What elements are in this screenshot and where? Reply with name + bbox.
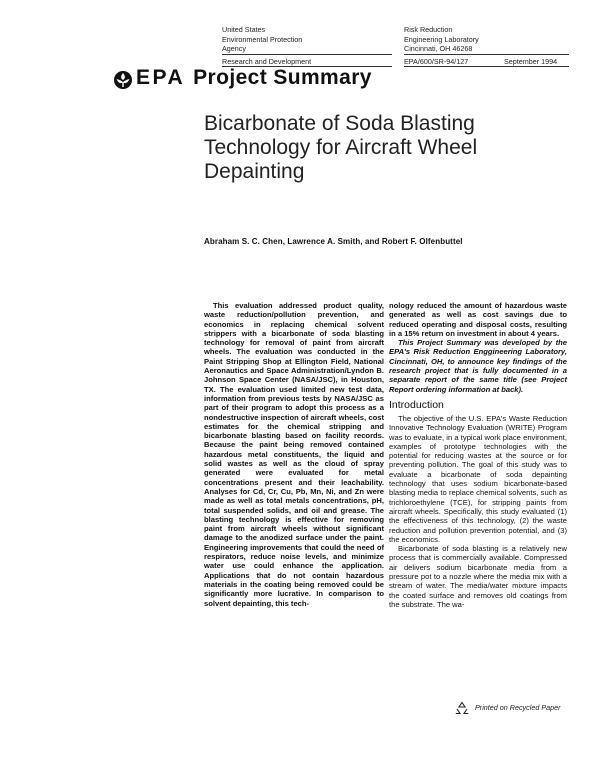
body-column <box>389 301 567 609</box>
division-label: Research and Development <box>222 57 312 66</box>
header-rule <box>404 54 569 55</box>
summary-note: This Project Summary was developed by the EPA's Risk Reduction Enggineering Laboratory, Cincinnati, OH, to announce key findings of the research project that is fully documented in a separate report of the same title (see Project Report ordering information at back). <box>389 338 567 394</box>
title-line: Depainting <box>204 160 305 183</box>
abstract-continuation: nology reduced the amount of hazardous waste generated as well as cost savings due to reduced operating and disposal costs, resulting in a 15% return on investment in about 4 years. <box>389 301 567 338</box>
agency-block <box>222 25 302 54</box>
introduction-paragraph: The objective of the U.S. EPA's Waste Reduction Innovative Technology Evaluation (WRITE) Program was to evaluate, in a typical work place environment, examples of prototype technologies with the potential for reducing wastes at the source or for preventing pollution. The goal of this study was to evaluate a bicarbonate of soda depainting technology that uses sodium bicarbonate-based blasting media to replace chemical solvents, such as trichloroethylene (TCE), for stripping paints from aircraft wheels. Specifically, this study evaluated (1) the effectiveness of this technology, (2) the waste reduction and pollution prevention potential, and (3) the economics. <box>389 413 567 544</box>
office-line: Risk Reduction <box>404 25 453 34</box>
office-block <box>404 25 479 54</box>
agency-line: Agency <box>222 44 246 54</box>
agency-line: United States <box>222 25 266 34</box>
report-date: September 1994 <box>504 57 558 66</box>
title-line: Technology for Aircraft Wheel <box>204 136 478 159</box>
epa-wordmark: EPA <box>136 66 186 89</box>
recycled-text: Printed on Recycled Paper <box>475 703 561 712</box>
header-rule <box>222 54 392 55</box>
section-heading-introduction: Introduction <box>389 398 444 411</box>
office-line: Cincinnati, OH 46268 <box>404 44 473 54</box>
title-line: Bicarbonate of Soda Blasting <box>204 112 475 135</box>
authors-line: Abraham S. C. Chen, Lawrence A. Smith, and Robert F. Olfenbuttel <box>204 237 463 246</box>
recycle-icon <box>455 701 469 715</box>
abstract-paragraph: This evaluation addressed product quality, waste reduction/pollution prevention, and economics in replacing chemical solvent strippers with a bicarbonate of soda blasting technology for removal of paint from aircraft wheels. The evaluation was conducted in the Paint Stripping Shop at Ellington Field, National Aeronautics and Space Administration/Lyndon B. Johnson Space Center (NASA/JSC), in Houston, TX. The evaluation used limited new test data, information from previous tests by NASA/JSC as part of their program to adopt this process as a nondestructive inspection of aircraft wheels, cost estimates for the chemical stripping and bicarbonate blasting based on facility records. Because the paint being removed contained hazardous metal constituents, the liquid and solid wastes as well as the cloud of spray generated were evaluated for metal concentrations present and their leachability. Analyses for Cd, Cr, Cu, Pb, Mn, Ni, and Zn were made as well as total metals concentrations, pH, total suspended solids, and oil and grease. The blasting technology is effective for removing paint from aircraft wheels without significant damage to the anodized surface under the paint. Engineering improvements that could the need of respirators, reduce noise levels, and minimize water use could enhance the application. Applications that do not contain hazardous materials in the coating being removed could be significantly more lucrative. In comparison to solvent depainting, this tech- <box>204 301 384 608</box>
series-title: Project Summary <box>193 66 372 89</box>
report-number: EPA/600/SR-94/127 <box>404 57 469 66</box>
document-title <box>204 112 564 184</box>
header-rule <box>404 66 569 67</box>
abstract-column <box>204 301 384 608</box>
agency-line: Environmental Protection <box>222 34 303 44</box>
project-summary-heading <box>136 66 372 90</box>
office-line: Engineering Laboratory <box>404 34 479 44</box>
epa-flower-logo-icon <box>113 70 133 90</box>
recycled-paper-note <box>455 701 575 715</box>
introduction-paragraph: Bicarbonate of soda blasting is a relatively new process that is commercially available. Compressed air delivers sodium bicarbonate media from a pressure pot to a nozzle where the media mix with a stream of water. The media/water mixture impacts the coated surface and removes old coatings from the substrate. The wa- <box>389 544 567 609</box>
